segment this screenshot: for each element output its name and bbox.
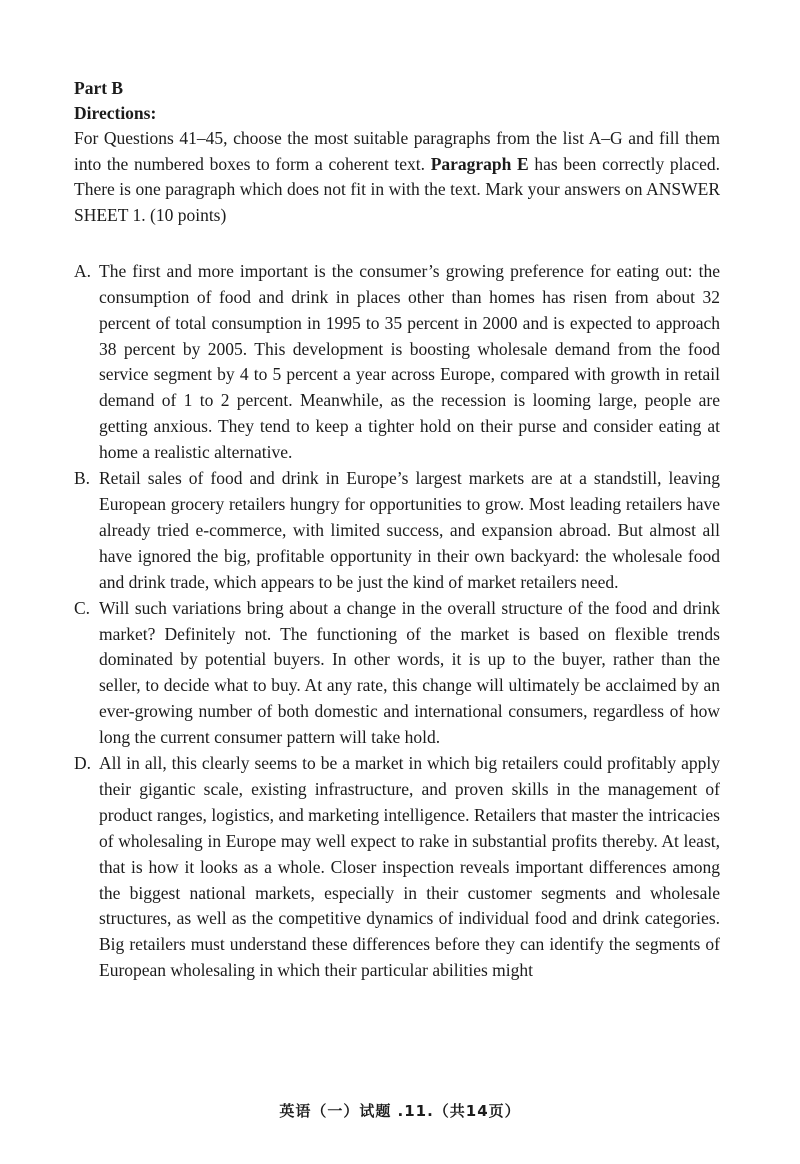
option-text: Will such variations bring about a change in the overall structure of the food and drink market? Definitely not. The functioning of the market is based on flexible trends dominated by potential buyers. In other words, it is up to the buyer, rather than the seller, to decide what to buy. At any rate, this change will ultimately be acclaimed by an ever-growing number of both domestic and international consumers, regardless of how long the current consumer pattern will take hold. [99, 597, 720, 748]
directions-text-before: For Questions 41–45, choose the most suitable paragraphs from the list A–G and fill them into the numbered boxes to form a coherent text. [74, 128, 720, 174]
part-title: Part B [74, 78, 124, 98]
directions-text [74, 126, 720, 229]
option-d [74, 751, 720, 984]
directions-bold: Paragraph E [430, 153, 529, 174]
directions-title: Directions: [74, 103, 157, 123]
option-letter: B. [74, 468, 91, 489]
page-footer: 英语（一）试题 .11.（共14页） [279, 1102, 521, 1120]
option-a [74, 259, 720, 466]
option-letter: C. [74, 597, 91, 618]
exam-page [74, 76, 720, 984]
option-c [74, 596, 720, 751]
option-letter: A. [74, 260, 92, 281]
option-text: Retail sales of food and drink in Europe’s largest markets are at a standstill, leaving European grocery retailers hungry for opportunities to grow. Most leading retailers have already tried e-commerce, with limited success, and expansion abroad. But almost all have ignored the big, profitable opportunity in their own backyard: the wholesale food and drink trade, which appears to be just the kind of market retailers need. [99, 468, 720, 592]
option-b [74, 466, 720, 596]
directions-text-after: has been correctly placed. There is one paragraph which does not fit in with the text. Mark your answers on ANSWER SHEET 1. (10 points) [74, 153, 720, 226]
options-list [74, 259, 720, 984]
option-text: The first and more important is the consumer’s growing preference for eating out: the consumption of food and drink in places other than homes has risen from about 32 percent of total consumption in 1995 to 35 percent in 2000 and is expected to approach 38 percent by 2005. This development is boosting wholesale demand from the food service segment by 4 to 5 percent a year across Europe, compared with growth in retail demand of 1 to 2 percent. Meanwhile, as the recession is looming large, people are getting anxious. They tend to keep a tighter hold on their purse and consider eating at home a realistic alternative. [99, 260, 720, 463]
option-text: All in all, this clearly seems to be a market in which big retailers could profitably apply their gigantic scale, existing infrastructure, and proven skills in the management of product ranges, logistics, and marketing intelligence. Retailers that master the intricacies of wholesaling in Europe may well expect to rake in substantial profits thereby. At least, that is how it looks as a whole. Closer inspection reveals important differences among the biggest national markets, especially in their customer segments and wholesale structures, as well as the competitive dynamics of individual food and drink categories. Big retailers must understand these differences before they can identify the segments of European wholesaling in which their particular abilities might [99, 753, 720, 981]
option-letter: D. [74, 753, 92, 774]
